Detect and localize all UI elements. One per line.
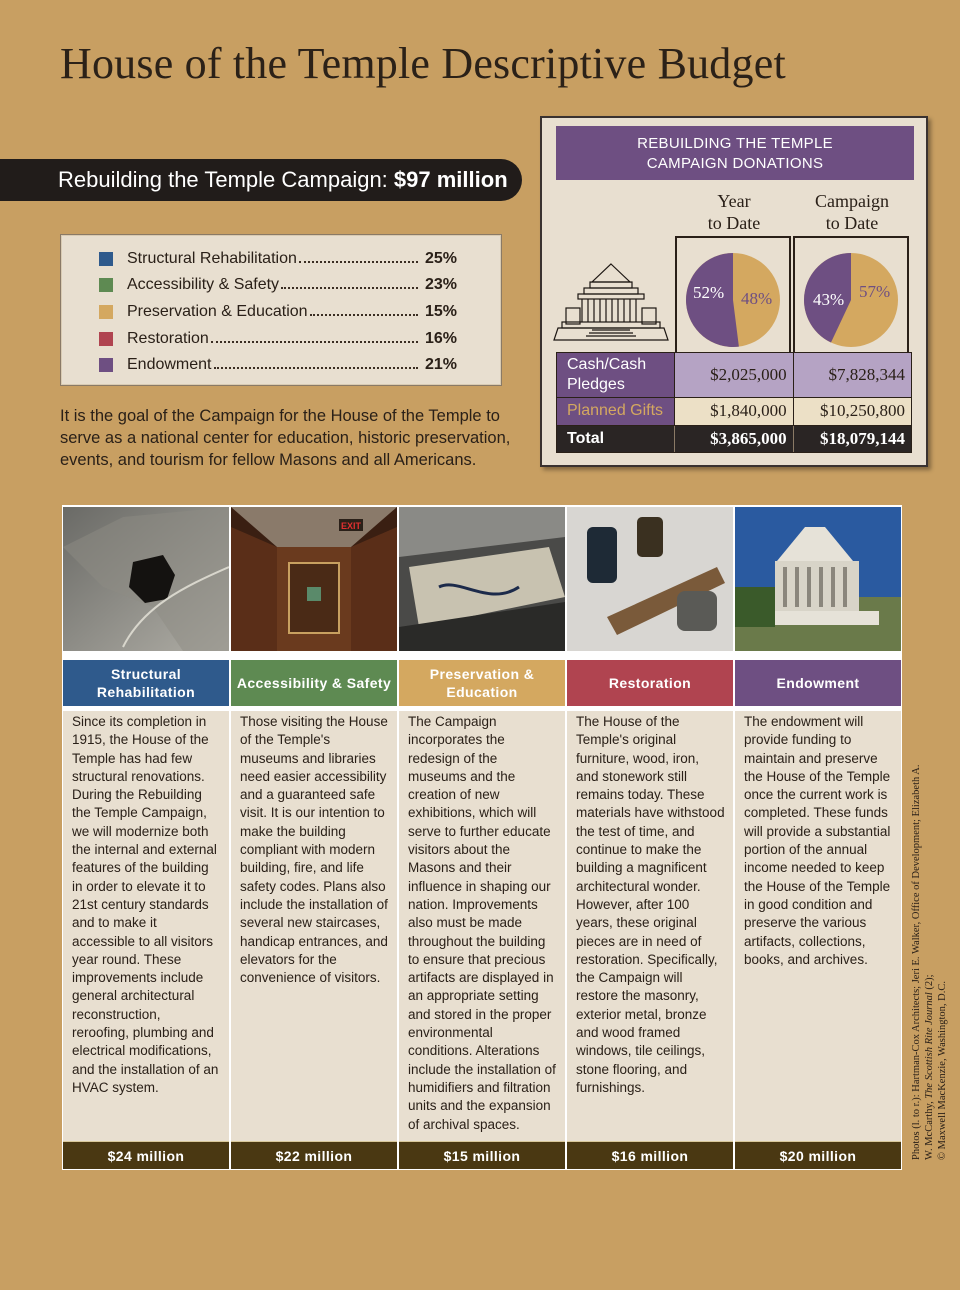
donations-header: REBUILDING THE TEMPLE CAMPAIGN DONATIONS (556, 126, 914, 180)
pie-label-campaign-dark: 43% (813, 290, 845, 309)
donations-row-planned (556, 398, 912, 426)
campaign-banner (0, 159, 522, 201)
pie-label-year-dark: 52% (693, 283, 725, 302)
legend-label: Structural Rehabilitation (127, 250, 297, 267)
category-description: The Campaign incorporates the redesign of the museums and the creation of new exhibitions, which will serve to further educate visitors about the Masons and their influence in shaping our nation. Improvements also must be made throughout the building to ensure that precious artifacts are displayed in an appropriate setting and stored in the proper environmental conditions. Alterations include the installation of humidifiers and filtration units and the expansion of archival spaces. (399, 711, 565, 1141)
photo-credits: Photos (l. to r.): Hartman-Cox Architects; Jeri E. Walker, Office of Development; Elizabeth A. W. McCarthy, The Scottish Rite Journal (2); © Maxwell MacKenzie, Washington, D.C. (911, 764, 948, 1160)
campaign-banner-text: Rebuilding the Temple Campaign: (58, 167, 394, 192)
row-label: Planned Gifts (557, 398, 674, 425)
row-year-value: $3,865,000 (674, 426, 792, 452)
row-campaign-value: $18,079,144 (793, 426, 911, 452)
category-amount: $22 million (231, 1141, 397, 1169)
photo-damaged-plaster (63, 507, 229, 651)
category-description: Those visiting the House of the Temple's museums and libraries need easier accessibility and a guaranteed safe visit. It is our intention to make the building compliant with modern building, fire, and life safety codes. Plans also include the installation of several new staircases, handicap entrances, and elevators for the convenience of visitors. (231, 711, 397, 1141)
page-title: House of the Temple Descriptive Budget (60, 39, 786, 88)
category-amount: $15 million (399, 1141, 565, 1169)
pie-box-year (675, 236, 791, 364)
allocation-legend (60, 234, 502, 386)
legend-item (99, 248, 457, 270)
legend-swatch (99, 252, 113, 266)
category-heading: Structural Rehabilitation (63, 660, 229, 706)
temple-illustration (552, 260, 670, 346)
row-year-value: $2,025,000 (674, 353, 792, 397)
pie-label-campaign-light: 57% (859, 282, 891, 301)
budget-categories (62, 505, 902, 1170)
category-column (230, 505, 398, 1170)
row-campaign-value: $7,828,344 (793, 353, 911, 397)
donations-row-total (556, 426, 912, 453)
legend-percent: 16% (424, 330, 457, 347)
photo-archive-drawers (399, 507, 565, 651)
column-header-year: Year to Date (707, 191, 761, 233)
legend-swatch (99, 358, 113, 372)
photo-elevator-hall (231, 507, 397, 651)
row-label: Total (567, 430, 605, 447)
donations-panel (540, 116, 928, 467)
legend-label: Endowment (127, 356, 212, 373)
category-amount: $16 million (567, 1141, 733, 1169)
category-column (734, 505, 902, 1170)
row-label: Cash/Cash Pledges (557, 353, 674, 397)
category-amount: $24 million (63, 1141, 229, 1169)
campaign-total: $97 million (393, 167, 508, 192)
category-heading: Preservation & Education (399, 660, 565, 706)
photo-bronze-fittings (567, 507, 733, 651)
photo-temple-exterior (735, 507, 901, 651)
legend-label: Restoration (127, 330, 209, 347)
category-description: The House of the Temple's original furniture, wood, iron, and stonework still remains today. These materials have withstood the test of time, and continue to make the building a magnificent architectural wonder. However, after 100 years, these original pieces are in need of restoration. Specifically, the Campaign will restore the masonry, exterior metal, bronze and wood framed windows, tile ceilings, stone flooring, and furnishings. (567, 711, 733, 1141)
legend-item (99, 301, 457, 323)
pie-label-year-light: 48% (741, 289, 773, 308)
category-heading: Accessibility & Safety (231, 660, 397, 706)
category-description: Since its completion in 1915, the House of the Temple has had few structural renovations. During the Rebuilding the Temple Campaign, we will modernize both the internal and external features of the building in order to elevate it to 21st century standards and to make it accessible to all visitors year round. These improvements include general architectural reconstruction, reroofing, plumbing and electrical modifications, and the installation of an HVAC system. (63, 711, 229, 1141)
row-campaign-value: $10,250,800 (793, 398, 911, 425)
category-amount: $20 million (735, 1141, 901, 1169)
column-header-campaign: Campaign to Date (815, 191, 889, 233)
legend-swatch (99, 332, 113, 346)
legend-percent: 23% (424, 276, 457, 293)
legend-item (99, 354, 457, 376)
category-heading: Restoration (567, 660, 733, 706)
legend-item (99, 274, 457, 296)
legend-swatch (99, 278, 113, 292)
donations-row-cash (556, 352, 912, 398)
category-column (62, 505, 230, 1170)
row-year-value: $1,840,000 (674, 398, 792, 425)
legend-label: Preservation & Education (127, 303, 308, 320)
goal-statement: It is the goal of the Campaign for the House of the Temple to serve as a national center for education, historic preservation, events, and tourism for fellow Masons and all Americans. (60, 407, 511, 469)
category-column (398, 505, 566, 1170)
exit-sign-text: EXIT (341, 521, 362, 531)
legend-percent: 21% (424, 356, 457, 373)
legend-percent: 25% (424, 250, 457, 267)
category-description: The endowment will provide funding to maintain and preserve the House of the Temple once the current work is completed. These funds will provide a substantial portion of the annual income needed to keep the House of the Temple in good condition and preserve the various artifacts, collections, books, and archives. (735, 711, 901, 1141)
legend-swatch (99, 305, 113, 319)
legend-percent: 15% (424, 303, 457, 320)
pie-chart-campaign (795, 238, 907, 362)
category-heading: Endowment (735, 660, 901, 706)
legend-item (99, 328, 457, 350)
category-column (566, 505, 734, 1170)
legend-label: Accessibility & Safety (127, 276, 280, 293)
pie-box-campaign (793, 236, 909, 364)
